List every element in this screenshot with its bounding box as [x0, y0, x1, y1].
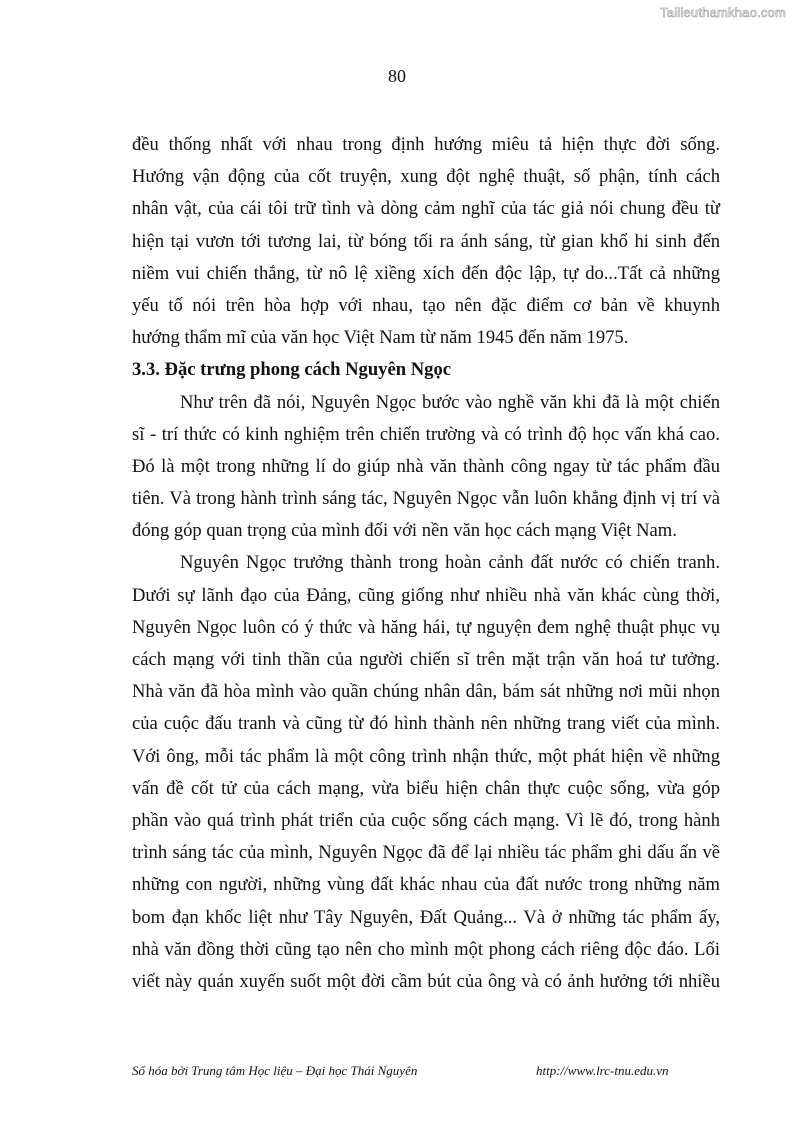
text-line: nhân vật, của cái tôi trữ tình và dòng cảm nghĩ của tác giả nói chung đều từ: [132, 198, 720, 220]
text-line: đóng góp quan trọng của mình đối với nền văn học cách mạng Việt Nam.: [132, 520, 677, 542]
text-line: hướng thẩm mĩ của văn học Việt Nam từ năm 1945 đến năm 1975.: [132, 327, 629, 349]
text-line: Với ông, mỗi tác phẩm là một công trình nhận thức, một phát hiện về những: [132, 745, 720, 767]
page-number: 80: [388, 66, 406, 86]
text-line: bom đạn khốc liệt như Tây Nguyên, Đất Quảng... Và ở những tác phẩm ấy,: [132, 906, 720, 928]
document-body: [132, 129, 720, 998]
text-line: yếu tố nói trên hòa hợp với nhau, tạo nên đặc điểm cơ bản về khuynh: [132, 294, 720, 316]
footer-url: http://www.lrc-tnu.edu.vn: [536, 1063, 669, 1078]
text-line: hiện tại vươn tới tương lai, từ bóng tối ra ánh sáng, từ gian khổ hi sinh đến: [132, 230, 720, 252]
text-line: cách mạng với tinh thần của người chiến sĩ trên mặt trận văn hoá tư tưởng.: [132, 649, 720, 670]
text-line: Nguyên Ngọc luôn có ý thức và hăng hái, tự nguyện đem nghệ thuật phục vụ: [132, 616, 720, 638]
text-line: tiên. Và trong hành trình sáng tác, Nguyên Ngọc vẫn luôn khẳng định vị trí và: [132, 488, 720, 510]
text-line: đều thống nhất với nhau trong định hướng miêu tả hiện thực đời sống.: [132, 134, 720, 155]
text-line: niềm vui chiến thắng, từ nô lệ xiềng xích đến độc lập, tự do...Tất cả những: [132, 262, 720, 284]
text-line: phần vào quá trình phát triển của cuộc sống cách mạng. Vì lẽ đó, trong hành: [132, 809, 720, 831]
text-line: của cuộc đấu tranh và cũng từ đó hình thành nên những trang viết của mình.: [132, 713, 720, 735]
text-line: Hướng vận động của cốt truyện, xung đột nghệ thuật, số phận, tính cách: [132, 166, 720, 188]
text-line: sĩ - trí thức có kinh nghiệm trên chiến trường và có trình độ học vấn khá cao.: [132, 423, 720, 445]
section-heading: 3.3. Đặc trưng phong cách Nguyên Ngọc: [132, 359, 451, 381]
text-line: Nhà văn đã hòa mình vào quần chúng nhân dân, bám sát những nơi mũi nhọn: [132, 681, 720, 703]
text-line: Dưới sự lãnh đạo của Đảng, cũng giống như nhiều nhà văn khác cùng thời,: [132, 584, 720, 606]
footer-credit: Số hóa bởi Trung tâm Học liệu – Đại học Thái Nguyên: [132, 1063, 418, 1078]
text-line: Đó là một trong những lí do giúp nhà văn thành công ngay từ tác phẩm đầu: [132, 455, 720, 477]
text-line: nhà văn đồng thời cũng tạo nên cho mình một phong cách riêng độc đáo. Lối: [132, 938, 720, 960]
text-line: những con người, những vùng đất khác nhau của đất nước trong những năm: [132, 874, 720, 896]
text-line: viết này quán xuyến suốt một đời cầm bút của ông và có ảnh hưởng tới nhiều: [132, 970, 720, 992]
watermark: Tailieuthamkhao.com: [660, 5, 786, 20]
text-line: Như trên đã nói, Nguyên Ngọc bước vào nghề văn khi đã là một chiến: [180, 391, 720, 413]
text-line: vấn đề cốt tử của cách mạng, vừa biểu hiện chân thực cuộc sống, vừa góp: [132, 777, 720, 799]
text-line: trình sáng tác của mình, Nguyên Ngọc đã để lại nhiều tác phẩm ghi dấu ấn về: [132, 842, 720, 864]
text-line: Nguyên Ngọc trưởng thành trong hoàn cảnh đất nước có chiến tranh.: [180, 552, 720, 574]
